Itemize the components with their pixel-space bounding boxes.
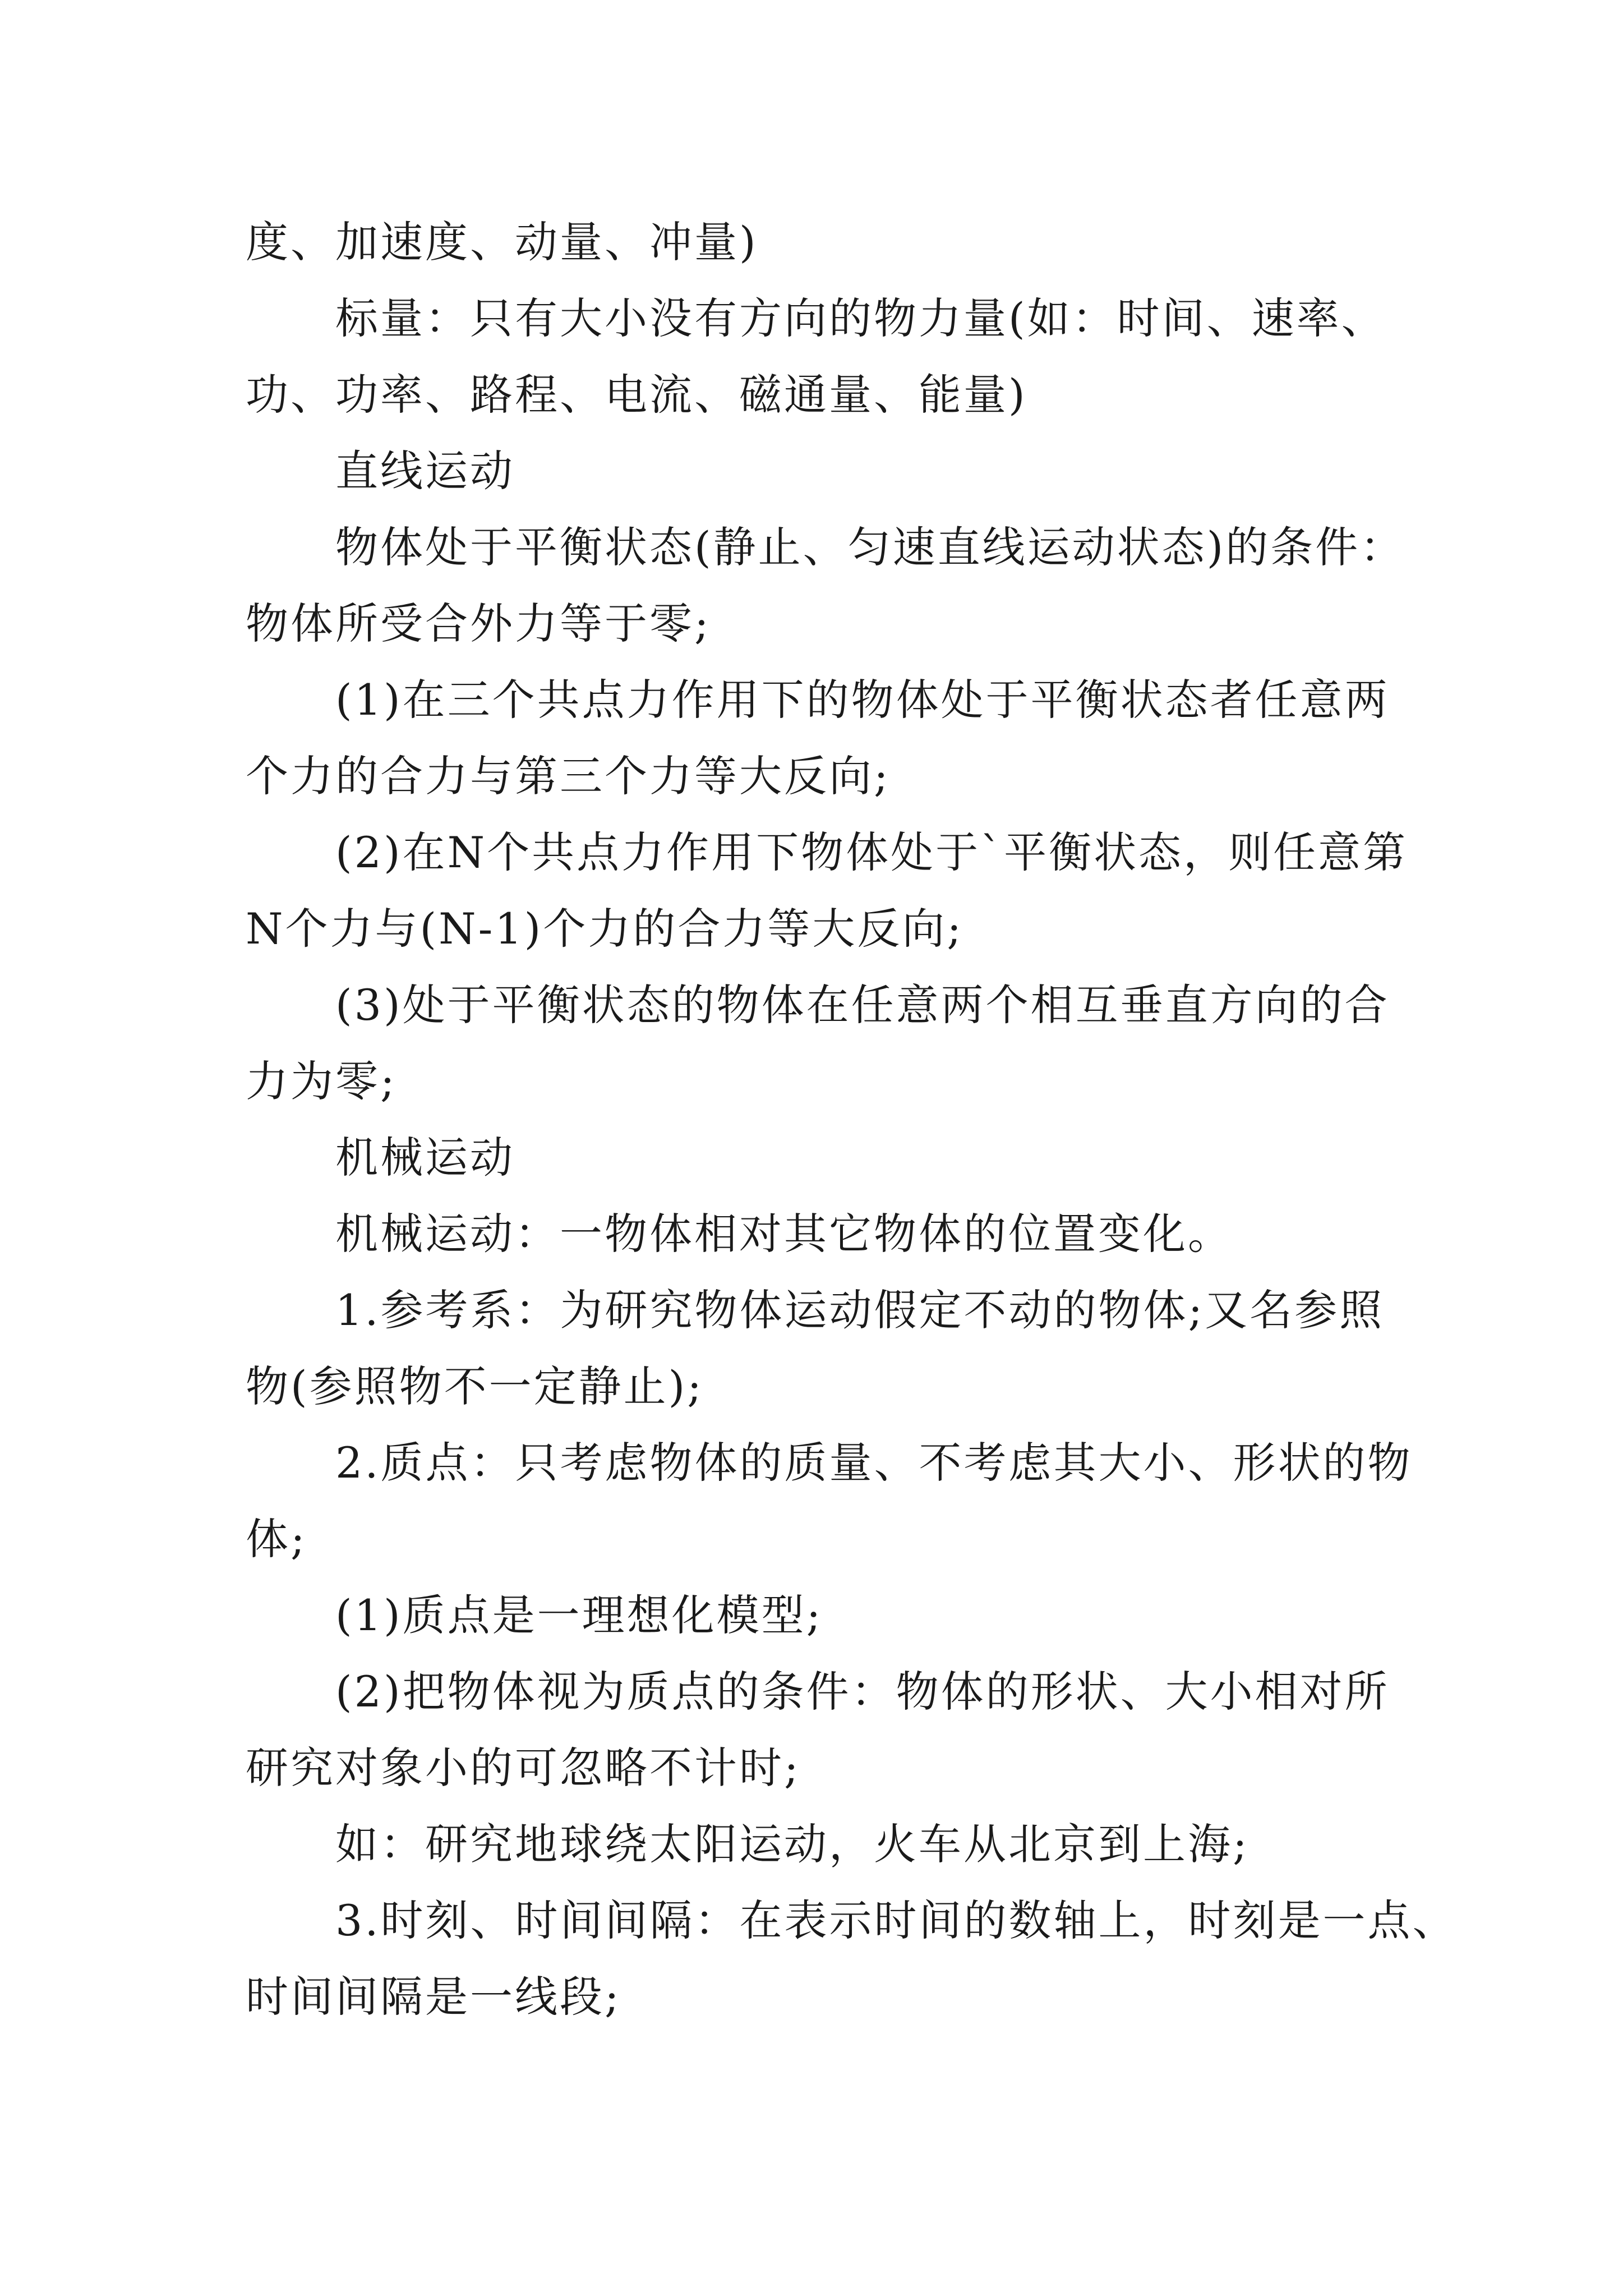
section-heading: 直线运动 [335, 446, 515, 496]
paragraph-line: 力为零; [246, 1056, 397, 1106]
paragraph-line: 机械运动：一物体相对其它物体的位置变化。 [335, 1209, 1233, 1259]
paragraph-line: 物(参照物不一定静止); [246, 1361, 704, 1411]
paragraph-line: 3.时刻、时间间隔：在表示时间的数轴上，时刻是一点、 [335, 1895, 1458, 1945]
paragraph-line: 物体处于平衡状态(静止、匀速直线运动状态)的条件： [335, 522, 1405, 572]
section-heading: 机械运动 [335, 1133, 515, 1182]
paragraph-line: 2.质点：只考虑物体的质量、不考虑其大小、形状的物 [335, 1438, 1413, 1488]
paragraph-line: (2)把物体视为质点的条件：物体的形状、大小相对所 [335, 1667, 1390, 1717]
paragraph-line: 物体所受合外力等于零; [246, 599, 711, 648]
paragraph-line: 个力的合力与第三个力等大反向; [246, 751, 891, 801]
paragraph-line: 如：研究地球绕太阳运动，火车从北京到上海; [335, 1819, 1249, 1869]
paragraph-line: (2)在N个共点力作用下物体处于`平衡状态，则任意第 [335, 827, 1408, 877]
paragraph-line: 功、功率、路程、电流、磁通量、能量) [246, 370, 1027, 420]
paragraph-line: 度、加速度、动量、冲量) [246, 217, 758, 267]
paragraph-line: 时间间隔是一线段; [246, 1972, 621, 2022]
paragraph-line: 1.参考系：为研究物体运动假定不动的物体;又名参照 [335, 1285, 1385, 1335]
paragraph-line: (1)质点是一理想化模型; [335, 1590, 823, 1640]
paragraph-line: 研究对象小的可忽略不计时; [246, 1743, 801, 1793]
paragraph-line: N个力与(N-1)个力的合力等大反向; [246, 904, 963, 954]
paragraph-line: (1)在三个共点力作用下的物体处于平衡状态者任意两 [335, 675, 1390, 725]
paragraph-line: 体; [246, 1514, 307, 1564]
paragraph-line: 标量：只有大小没有方向的物力量(如：时间、速率、 [335, 293, 1386, 343]
paragraph-line: (3)处于平衡状态的物体在任意两个相互垂直方向的合 [335, 980, 1390, 1030]
